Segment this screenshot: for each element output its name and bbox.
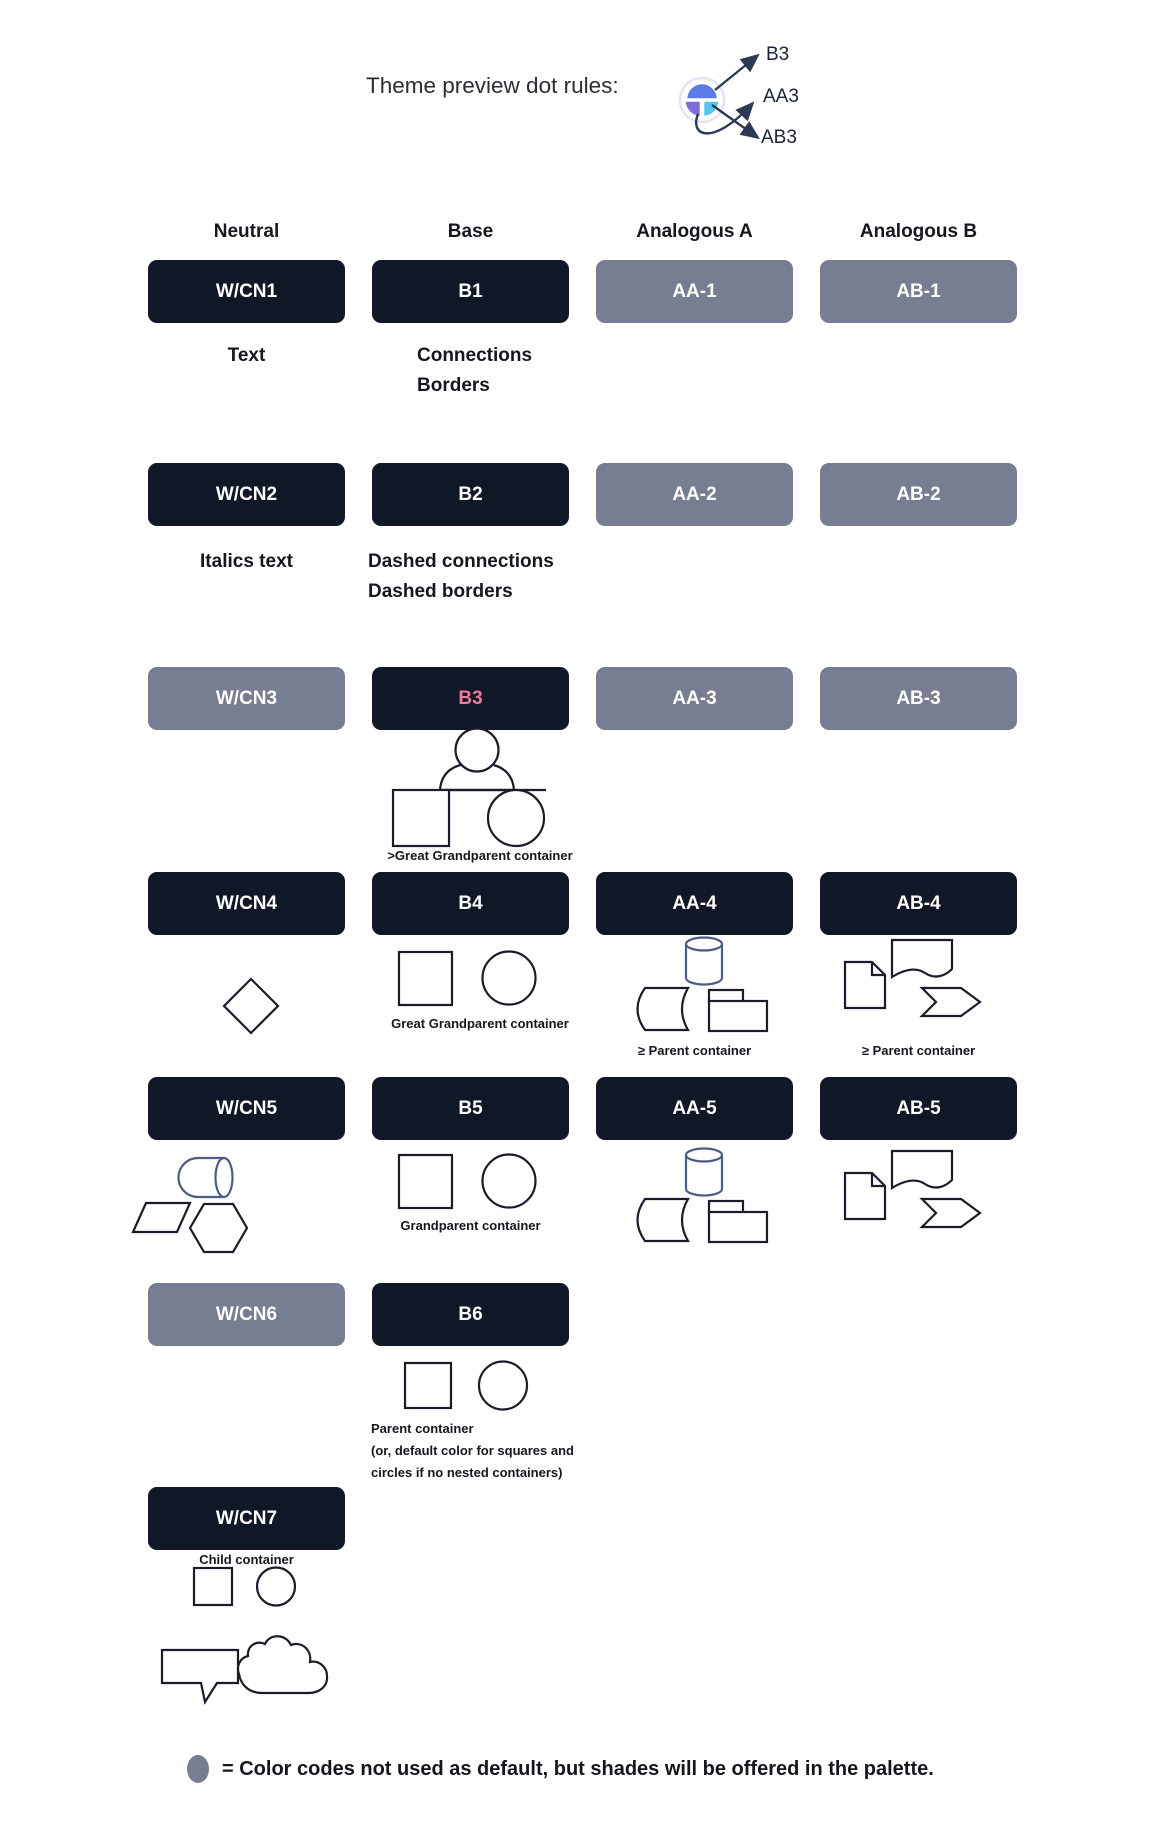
label-parent-line3: circles if no nested containers) — [371, 1465, 563, 1480]
swatch-wcn7: W/CN7 — [148, 1487, 345, 1550]
swatch-wcn2: W/CN2 — [148, 463, 345, 526]
square-shape — [393, 790, 449, 846]
circle-shape — [483, 1155, 536, 1208]
column-header-neutral: Neutral — [213, 221, 280, 242]
circle-shape — [483, 952, 536, 1005]
swatch-ab2: AB-2 — [820, 463, 1017, 526]
label-parent-ab: ≥ Parent container — [861, 1043, 976, 1058]
swatch-aa1: AA-1 — [596, 260, 793, 323]
square-shape — [399, 952, 452, 1005]
swatch-wcn5: W/CN5 — [148, 1077, 345, 1140]
swatch-wcn6: W/CN6 — [148, 1283, 345, 1346]
analogous-b-shapes-row4 — [845, 940, 980, 1016]
swatch-b3: B3 — [372, 667, 569, 730]
swatch-b2: B2 — [372, 463, 569, 526]
dot-target-aa3: AA3 — [763, 86, 799, 107]
legend-dot — [187, 1755, 209, 1783]
dot-target-ab3: AB3 — [761, 127, 797, 148]
square-shape — [399, 1155, 452, 1208]
swatch-aa3: AA-3 — [596, 667, 793, 730]
analogous-b-shapes-row5 — [845, 1151, 980, 1227]
swatch-ab5: AB-5 — [820, 1077, 1017, 1140]
dot-target-b3: B3 — [766, 44, 790, 65]
swatch-b5: B5 — [372, 1077, 569, 1140]
analogous-a-shapes-row4 — [638, 938, 768, 1032]
diamond-shape — [224, 979, 278, 1033]
swatch-b4: B4 — [372, 872, 569, 935]
speech-bubble-shape — [162, 1650, 238, 1702]
analogous-a-shapes-row5 — [638, 1149, 768, 1243]
swatch-aa4: AA-4 — [596, 872, 793, 935]
column-header-base: Base — [447, 221, 494, 242]
label-child-container: Child container — [199, 1552, 294, 1567]
column-header-analogous-b: Analogous B — [859, 221, 978, 242]
person-head-shape — [456, 729, 499, 772]
circle-shape — [479, 1362, 527, 1410]
swatch-b6: B6 — [372, 1283, 569, 1346]
swatch-wcn3: W/CN3 — [148, 667, 345, 730]
swatch-b1: B1 — [372, 260, 569, 323]
label-italics-text: Italics text — [200, 551, 293, 572]
square-shape — [194, 1568, 232, 1605]
label-dashed-borders: Dashed borders — [368, 581, 513, 602]
swatch-aa5: AA-5 — [596, 1077, 793, 1140]
column-header-analogous-a: Analogous A — [636, 221, 753, 242]
circle-shape — [488, 790, 544, 846]
label-parent-aa: ≥ Parent container — [637, 1043, 752, 1058]
swatch-ab1: AB-1 — [820, 260, 1017, 323]
swatch-aa2: AA-2 — [596, 463, 793, 526]
label-borders: Borders — [417, 375, 490, 396]
swatch-wcn1: W/CN1 — [148, 260, 345, 323]
page-title: Theme preview dot rules: — [366, 73, 619, 98]
circle-shape — [257, 1568, 295, 1606]
label-great-grandparent: Great Grandparent container — [391, 1016, 569, 1031]
parallelogram-shape — [133, 1203, 190, 1232]
legend-text: = Color codes not used as default, but shades will be offered in the palette. — [222, 1758, 934, 1780]
swatch-ab4: AB-4 — [820, 872, 1017, 935]
horizontal-cylinder-end-shape — [216, 1158, 233, 1197]
hexagon-shape — [190, 1204, 247, 1252]
label-gt-great-grandparent: >Great Grandparent container — [387, 848, 573, 863]
label-dashed-connections: Dashed connections — [368, 551, 554, 572]
label-text-usage: Text — [227, 345, 266, 366]
swatch-wcn4: W/CN4 — [148, 872, 345, 935]
arrow-to-b3 — [715, 56, 757, 90]
swatch-ab3: AB-3 — [820, 667, 1017, 730]
label-grandparent: Grandparent container — [400, 1218, 541, 1233]
label-parent-line1: Parent container — [371, 1421, 474, 1436]
cloud-shape — [238, 1636, 327, 1693]
label-connections: Connections — [417, 345, 533, 366]
square-shape — [405, 1363, 451, 1408]
label-parent-line2: (or, default color for squares and — [371, 1443, 574, 1458]
